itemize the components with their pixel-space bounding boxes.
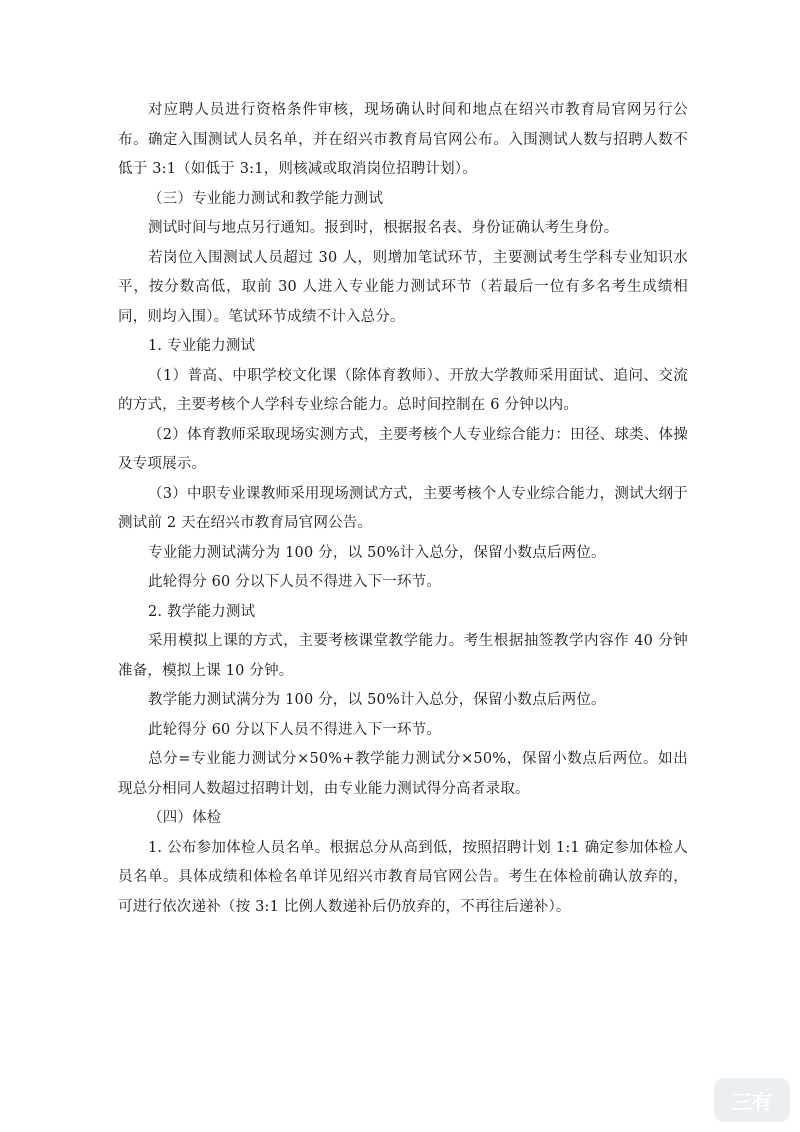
paragraph-item-2: （2）体育教师采取现场实测方式，主要考核个人专业综合能力：田径、球类、体操及专项展示。 bbox=[118, 426, 688, 472]
section-heading-4: （四）体检 bbox=[148, 810, 222, 826]
document-body bbox=[118, 96, 688, 922]
paragraph-qualification-review: 对应聘人员进行资格条件审核，现场确认时间和地点在绍兴市教育局官网另行公布。确定入围测试人员名单，并在绍兴市教育局官网公布。入围测试人数与招聘人数不低于 3:1（如低于 3:1，则核减或取消岗位招聘计划）。 bbox=[118, 102, 688, 177]
subheading-professional-test: 1. 专业能力测试 bbox=[148, 338, 256, 354]
paragraph-total-score: 总分=专业能力测试分×50%+教学能力测试分×50%，保留小数点后两位。如出现总分相同人数超过招聘计划，由专业能力测试得分高者录取。 bbox=[118, 751, 688, 797]
paragraph-teaching-score: 教学能力测试满分为 100 分，以 50%计入总分，保留小数点后两位。 bbox=[148, 692, 606, 708]
paragraph-professional-threshold: 此轮得分 60 分以下人员不得进入下一环节。 bbox=[148, 574, 442, 590]
section-heading-3: （三）专业能力测试和教学能力测试 bbox=[148, 190, 384, 207]
paragraph-item-3: （3）中职专业课教师采用现场测试方式，主要考核个人专业综合能力，测试大纲于测试前 2 天在绍兴市教育局官网公告。 bbox=[118, 485, 688, 531]
watermark-logo: 三有 bbox=[714, 1078, 790, 1122]
paragraph-mock-class: 采用模拟上课的方式，主要考核课堂教学能力。考生根据抽签教学内容作 40 分钟准备，模拟上课 10 分钟。 bbox=[118, 633, 688, 679]
paragraph-teaching-threshold: 此轮得分 60 分以下人员不得进入下一环节。 bbox=[148, 721, 442, 738]
paragraph-written-test: 若岗位入围测试人员超过 30 人，则增加笔试环节，主要测试考生学科专业知识水平，按分数高低，取前 30 人进入专业能力测试环节（若最后一位有多名考生成绩相同，则均入围）。笔试环节成绩不计入总分。 bbox=[118, 249, 688, 325]
paragraph-test-notice: 测试时间与地点另行通知。报到时，根据报名表、身份证确认考生身份。 bbox=[148, 220, 619, 236]
subheading-teaching-test: 2. 教学能力测试 bbox=[148, 603, 256, 620]
paragraph-professional-score: 专业能力测试满分为 100 分，以 50%计入总分，保留小数点后两位。 bbox=[148, 544, 606, 561]
paragraph-item-1: （1）普高、中职学校文化课（除体育教师）、开放大学教师采用面试、追问、交流的方式，主要考核个人学科专业综合能力。总时间控制在 6 分钟以内。 bbox=[118, 367, 688, 413]
paragraph-medical-list: 1. 公布参加体检人员名单。根据总分从高到低，按照招聘计划 1:1 确定参加体检人员名单。具体成绩和体检名单详见绍兴市教育局官网公告。考生在体检前确认放弃的，可进行依次递补（按 3:1 比例人数递补后仍放弃的，不再往后递补）。 bbox=[118, 839, 688, 915]
